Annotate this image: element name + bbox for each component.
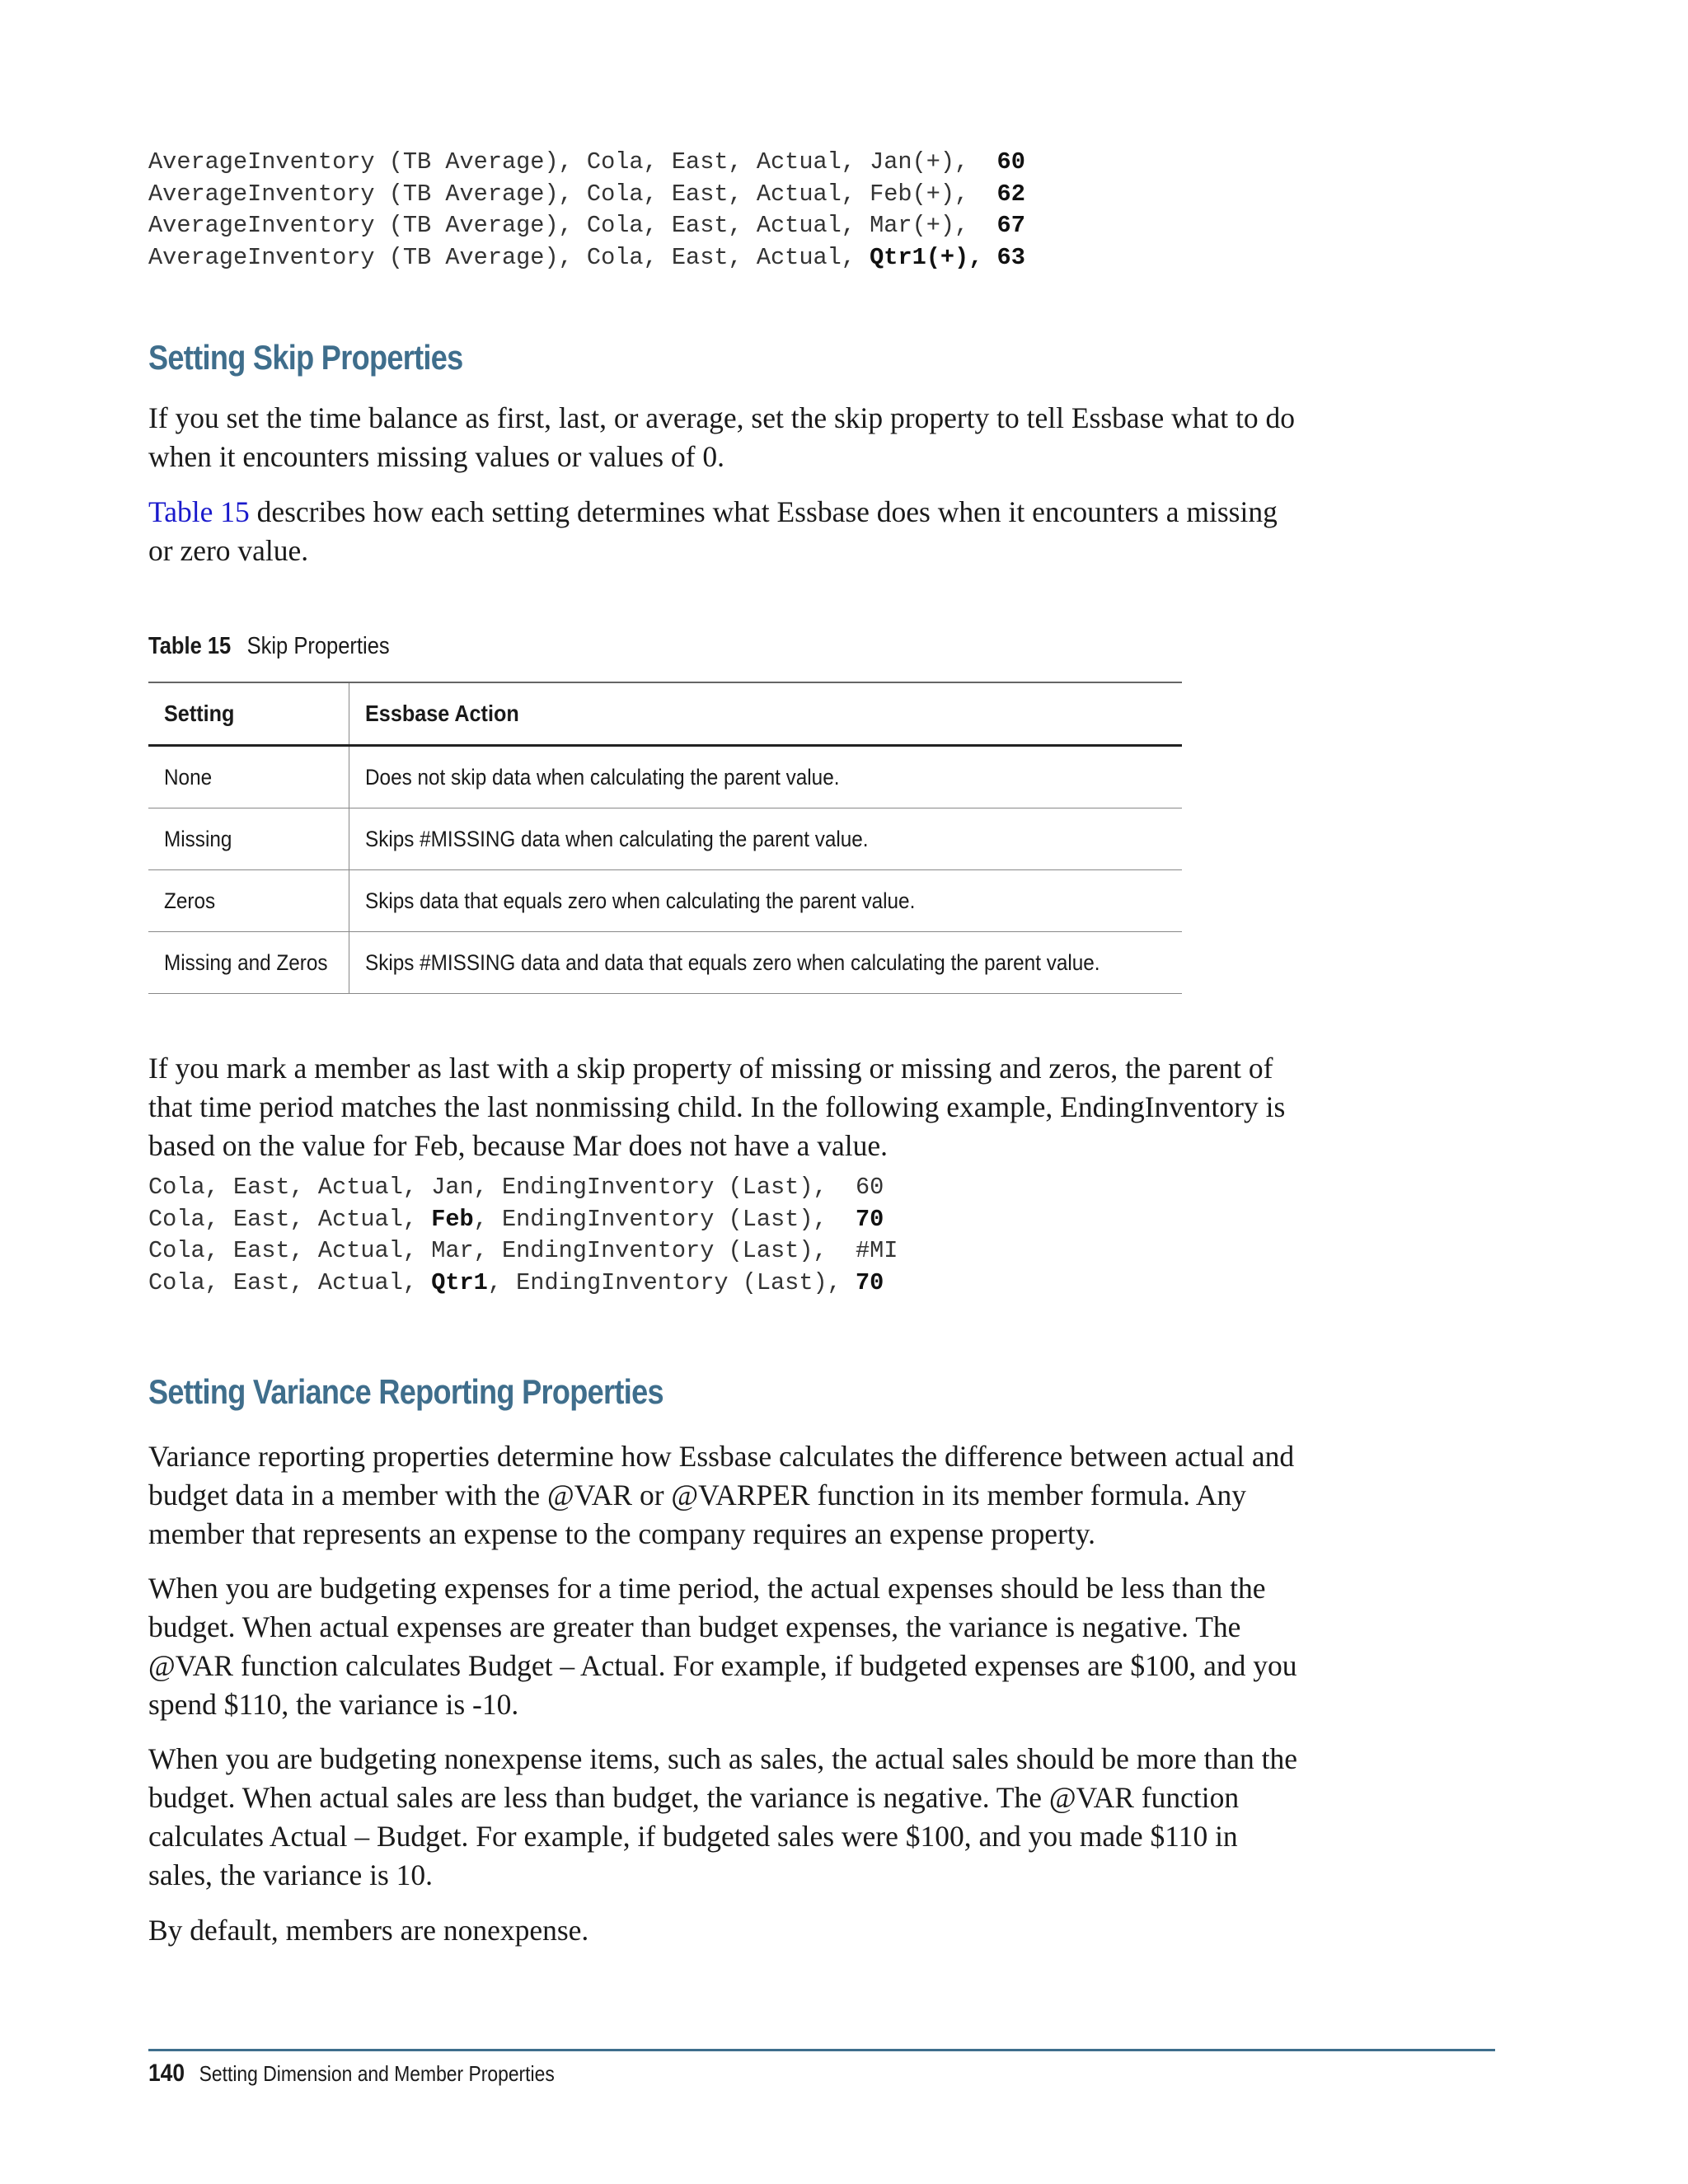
table-row	[148, 808, 1182, 870]
cell-setting: Missing	[148, 808, 349, 870]
cell-action: Skips #MISSING data when calculating the parent value.	[365, 826, 869, 851]
paragraph: By default, members are nonexpense.	[148, 1914, 589, 1947]
cell-action: Skips data that equals zero when calculating the parent value.	[365, 888, 916, 913]
column-header-essbase-action: Essbase Action	[365, 701, 520, 726]
code-line: AverageInventory (TB Average), Cola, East, Actual, Feb(+), 62	[148, 180, 1025, 208]
table-caption-number: Table 15	[148, 633, 232, 659]
document-page	[148, 0, 1500, 2184]
code-line: AverageInventory (TB Average), Cola, East, Actual, Jan(+), 60	[148, 148, 1025, 176]
table-caption-title: Skip Properties	[246, 633, 390, 659]
code-line: Cola, East, Actual, Mar, EndingInventory (Last), #MI	[148, 1237, 898, 1264]
code-line: Cola, East, Actual, Qtr1, EndingInventory (Last), 70	[148, 1268, 884, 1296]
code-block-ending-inventory	[148, 1172, 898, 1299]
cell-setting: None	[148, 746, 349, 808]
paragraph: Table 15 describes how each setting determines what Essbase does when it encounters a missing or zero value.	[148, 495, 1278, 567]
paragraph: If you set the time balance as first, last, or average, set the skip property to tell Essbase what to do when it encounters missing values or values of 0.	[148, 401, 1296, 473]
cell-setting: Missing and Zeros	[148, 932, 349, 994]
cell-action: Does not skip data when calculating the parent value.	[365, 764, 840, 790]
table-row	[148, 746, 1182, 808]
table-15-link[interactable]: Table 15	[148, 495, 250, 528]
section-heading-variance-reporting: Setting Variance Reporting Properties	[148, 1372, 663, 1411]
table-row	[148, 870, 1182, 932]
code-line: Cola, East, Actual, Feb, EndingInventory (Last), 70	[148, 1205, 884, 1233]
cell-setting: Zeros	[148, 870, 349, 932]
table-row	[148, 932, 1182, 994]
code-line: AverageInventory (TB Average), Cola, East, Actual, Mar(+), 67	[148, 212, 1025, 239]
footer-divider	[148, 2049, 1495, 2051]
code-block-average-inventory	[148, 147, 1025, 274]
paragraph: When you are budgeting expenses for a time period, the actual expenses should be less than the budget. When actual expenses are greater than budget expenses, the variance is negative. The @VAR function calculates Budget – Actual. For example, if budgeted expenses are $100, and you spend $110, the variance is -10.	[148, 1572, 1297, 1721]
paragraph: Variance reporting properties determine how Essbase calculates the difference between actual and budget data in a member with the @VAR or @VARPER function in its member formula. Any member that represents an expense to the company requires an expense property.	[148, 1440, 1295, 1550]
paragraph: When you are budgeting nonexpense items, such as sales, the actual sales should be more than the budget. When actual sales are less than budget, the variance is negative. The @VAR function calculates Actual – Budget. For example, if budgeted sales were $100, and you made $110 in sales, the variance is 10.	[148, 1742, 1297, 1891]
skip-properties-table	[148, 682, 1182, 994]
column-header-setting: Setting	[148, 682, 349, 746]
table-header-row	[148, 682, 1182, 746]
page-number: 140	[148, 2060, 185, 2087]
page-footer	[148, 2060, 555, 2088]
section-heading-skip-properties: Setting Skip Properties	[148, 338, 463, 377]
code-line: AverageInventory (TB Average), Cola, East, Actual, Qtr1(+), 63	[148, 243, 1025, 271]
table-caption	[148, 633, 390, 660]
cell-action: Skips #MISSING data and data that equals zero when calculating the parent value.	[365, 949, 1100, 975]
code-line: Cola, East, Actual, Jan, EndingInventory (Last), 60	[148, 1174, 884, 1201]
paragraph: If you mark a member as last with a skip property of missing or missing and zeros, the parent of that time period matches the last nonmissing child. In the following example, EndingInventory is based on the value for Feb, because Mar does not have a value.	[148, 1052, 1286, 1162]
chapter-title: Setting Dimension and Member Properties	[199, 2061, 555, 2086]
